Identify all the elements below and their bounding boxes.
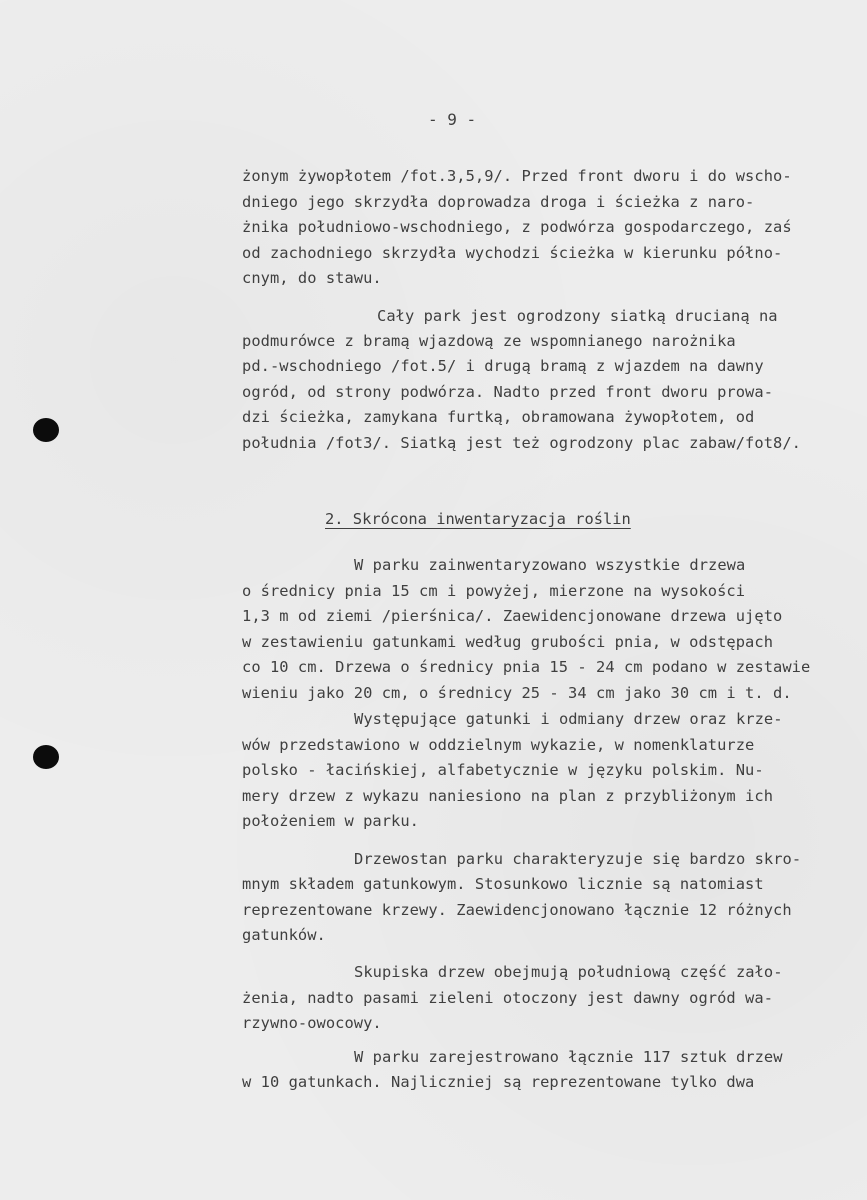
text-line: żnika południowo-wschodniego, z podwórza gospodarczego, zaś (242, 218, 792, 236)
text-line: wieniu jako 20 cm, o średnicy 25 - 34 cm jako 30 cm i t. d. (242, 684, 792, 702)
text-line: Występujące gatunki i odmiany drzew oraz krze- (354, 710, 783, 728)
text-line: polsko - łacińskiej, alfabetycznie w języku polskim. Nu- (242, 761, 764, 779)
text-line: wów przedstawiono w oddzielnym wykazie, w nomenklaturze (242, 736, 755, 754)
text-line: mnym składem gatunkowym. Stosunkowo licznie są natomiast (242, 875, 764, 893)
text-line: Skupiska drzew obejmują południową część zało- (354, 963, 783, 981)
punch-hole-bottom (33, 745, 59, 769)
text-line: żenia, nadto pasami zieleni otoczony jest dawny ogród wa- (242, 989, 774, 1007)
text-line: Drzewostan parku charakteryzuje się bardzo skro- (354, 850, 802, 868)
text-line: co 10 cm. Drzewa o średnicy pnia 15 - 24 cm podano w zestawie (242, 658, 811, 676)
text-line: gatunków. (242, 926, 326, 944)
text-line: rzywno-owocowy. (242, 1014, 382, 1032)
text-line: w zestawieniu gatunkami według grubości pnia, w odstępach (242, 633, 774, 651)
text-line: reprezentowane krzewy. Zaewidencjonowano łącznie 12 różnych (242, 901, 792, 919)
text-line: W parku zainwentaryzowano wszystkie drzewa (354, 556, 746, 574)
text-line: od zachodniego skrzydła wychodzi ścieżka w kierunku półno- (242, 244, 783, 262)
section-heading: 2. Skrócona inwentaryzacja roślin (325, 510, 631, 528)
text-line: o średnicy pnia 15 cm i powyżej, mierzone na wysokości (242, 582, 746, 600)
text-line: ogród, od strony podwórza. Nadto przed front dworu prowa- (242, 383, 774, 401)
text-line: położeniem w parku. (242, 812, 420, 830)
text-line: mery drzew z wykazu naniesiono na plan z przybliżonym ich (242, 787, 774, 805)
text-line: dzi ścieżka, zamykana furtką, obramowana żywopłotem, od (242, 408, 755, 426)
text-line: żonym żywopłotem /fot.3,5,9/. Przed front dworu i do wscho- (242, 167, 792, 185)
text-line: w 10 gatunkach. Najliczniej są reprezentowane tylko dwa (242, 1073, 755, 1091)
text-line: dniego jego skrzydła doprowadza droga i ścieżka z naro- (242, 193, 755, 211)
text-line: pd.-wschodniego /fot.5/ i drugą bramą z wjazdem na dawny (242, 357, 764, 375)
text-line: 1,3 m od ziemi /pierśnica/. Zaewidencjonowane drzewa ujęto (242, 607, 783, 625)
text-line: podmurówce z bramą wjazdową ze wspomnianego narożnika (242, 332, 736, 350)
page-number: - 9 - (428, 110, 477, 129)
text-line: W parku zarejestrowano łącznie 117 sztuk drzew (354, 1048, 783, 1066)
punch-hole-top (33, 418, 59, 442)
text-line: cnym, do stawu. (242, 269, 382, 287)
text-line: południa /fot3/. Siatką jest też ogrodzony plac zabaw/fot8/. (242, 434, 801, 452)
text-line: Cały park jest ogrodzony siatką drucianą na (377, 307, 778, 325)
